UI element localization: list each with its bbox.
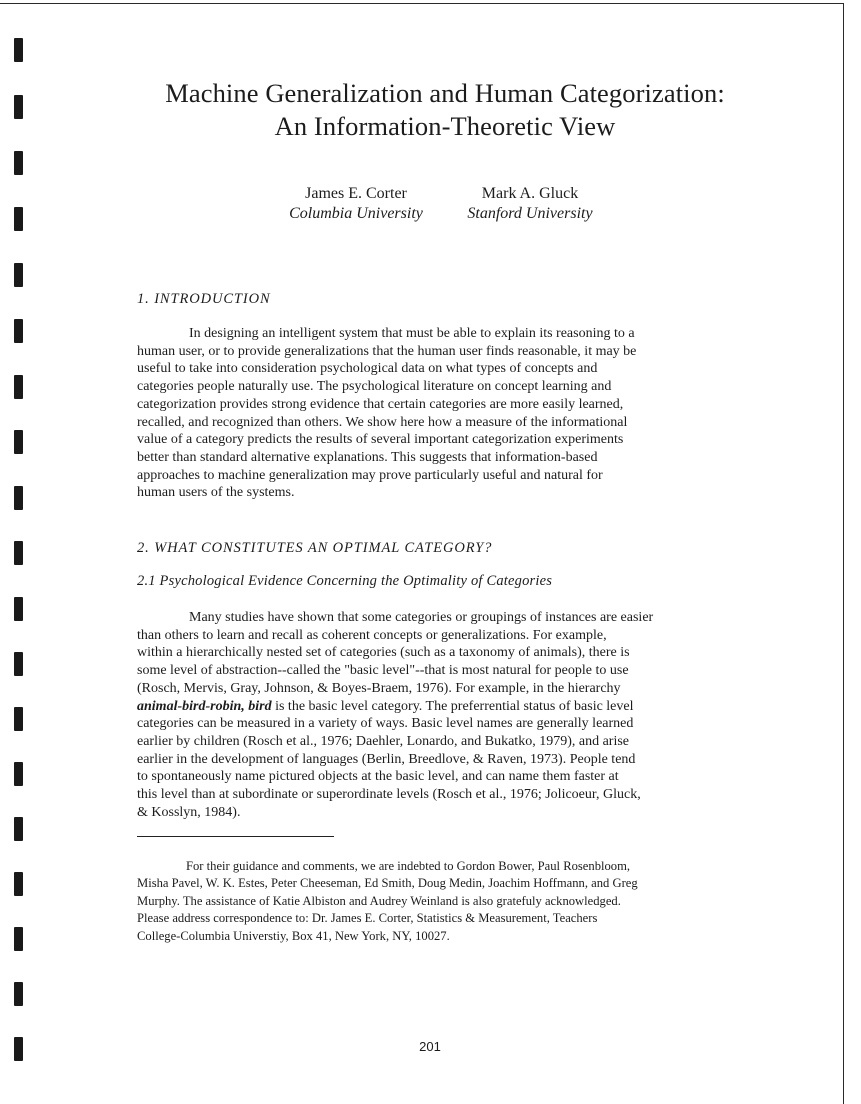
paragraph-line: categorization provides strong evidence that certain categories are more easily learned, bbox=[137, 396, 624, 412]
binding-hole bbox=[14, 597, 23, 621]
binding-holes bbox=[14, 0, 28, 1104]
paragraph-line: In designing an intelligent system that must be able to explain its reasoning to a bbox=[189, 326, 635, 341]
binding-hole bbox=[14, 319, 23, 343]
introduction-paragraph bbox=[137, 325, 747, 502]
section-heading-optimal-category: 2. WHAT CONSTITUTES AN OPTIMAL CATEGORY? bbox=[137, 540, 493, 556]
binding-hole bbox=[14, 982, 23, 1006]
subsection-heading-psychological-evidence: 2.1 Psychological Evidence Concerning the Optimality of Categories bbox=[137, 573, 553, 589]
author-block bbox=[440, 184, 620, 224]
binding-hole bbox=[14, 541, 23, 565]
paragraph-line: better than standard alternative explanations. This suggests that information-based bbox=[137, 449, 598, 465]
paragraph-line: within a hierarchically nested set of categories (such as a taxonomy of animals), there is bbox=[137, 645, 630, 661]
footnote-line: Misha Pavel, W. K. Estes, Peter Cheeseman, Ed Smith, Doug Medin, Joachim Hoffmann, and Greg bbox=[137, 876, 638, 891]
binding-hole bbox=[14, 927, 23, 951]
footnote-line: Murphy. The assistance of Katie Albiston and Audrey Weinland is also gratefuly acknowledged. bbox=[137, 893, 621, 908]
binding-hole bbox=[14, 95, 23, 119]
binding-hole bbox=[14, 375, 23, 399]
binding-hole bbox=[14, 151, 23, 175]
section-heading-introduction: 1. INTRODUCTION bbox=[137, 291, 271, 307]
binding-hole bbox=[14, 817, 23, 841]
page-border-right bbox=[843, 3, 844, 1104]
binding-hole bbox=[14, 263, 23, 287]
paragraph-line: & Kosslyn, 1984). bbox=[137, 804, 241, 820]
paragraph-line bbox=[137, 698, 747, 716]
paragraph-line: categories people naturally use. The psychological literature on concept learning and bbox=[137, 379, 612, 395]
author-name: Mark A. Gluck bbox=[481, 185, 579, 202]
footnote-line: For their guidance and comments, we are indebted to Gordon Bower, Paul Rosenbloom, bbox=[186, 859, 631, 873]
paragraph-line: recalled, and recognized than others. We show here how a measure of the informational bbox=[137, 414, 628, 430]
binding-hole bbox=[14, 872, 23, 896]
binding-hole bbox=[14, 762, 23, 786]
paragraph-line: human user, or to provide generalizations that the human user finds reasonable, it may be bbox=[137, 343, 637, 359]
binding-hole bbox=[14, 207, 23, 231]
paragraph-line: earlier in the development of languages (Berlin, Breedlove, & Raven, 1973). People tend bbox=[137, 751, 636, 767]
footnote-rule bbox=[137, 836, 334, 837]
paragraph-line: useful to take into consideration psychological data on what types of concepts and bbox=[137, 361, 598, 377]
page-border-top bbox=[0, 3, 843, 4]
emphasized-term: animal-bird-robin, bird bbox=[137, 698, 272, 714]
binding-hole bbox=[14, 486, 23, 510]
author-affiliation: Stanford University bbox=[467, 205, 593, 222]
paragraph-line: earlier by children (Rosch et al., 1976; Daehler, Lonardo, and Bukatko, 1979), and arise bbox=[137, 733, 630, 749]
paragraph-line: approaches to machine generalization may prove particularly useful and natural for bbox=[137, 467, 603, 483]
psychological-evidence-paragraph bbox=[137, 609, 747, 821]
binding-hole bbox=[14, 38, 23, 62]
title-line-2: An Information-Theoretic View bbox=[274, 111, 616, 141]
paragraph-line: than others to learn and recall as coherent concepts or generalizations. For example, bbox=[137, 627, 607, 643]
author-name: James E. Corter bbox=[305, 185, 407, 202]
author-block bbox=[266, 184, 446, 224]
binding-hole bbox=[14, 430, 23, 454]
paragraph-line: value of a category predicts the results of several important categorization experiments bbox=[137, 432, 624, 448]
binding-hole bbox=[14, 652, 23, 676]
binding-hole bbox=[14, 1037, 23, 1061]
paragraph-line: some level of abstraction--called the "basic level"--that is most natural for people to use bbox=[137, 663, 629, 679]
paragraph-line: human users of the systems. bbox=[137, 485, 295, 501]
paragraph-line: Many studies have shown that some categories or groupings of instances are easier bbox=[189, 610, 654, 625]
author-affiliation: Columbia University bbox=[289, 205, 423, 222]
paragraph-line: (Rosch, Mervis, Gray, Johnson, & Boyes-Braem, 1976). For example, in the hierarchy bbox=[137, 680, 621, 696]
paragraph-line: this level than at subordinate or superordinate levels (Rosch et al., 1976; Jolicoeur, Gluck, bbox=[137, 787, 641, 803]
line-text: is the basic level category. The preferrential status of basic level bbox=[271, 698, 634, 714]
paragraph-line: to spontaneously name pictured objects at the basic level, and can name them faster at bbox=[137, 769, 619, 785]
footnote-line: College-Columbia Universtiy, Box 41, New York, NY, 10027. bbox=[137, 928, 450, 943]
page-number: 201 bbox=[419, 1039, 441, 1054]
paragraph-line: categories can be measured in a variety of ways. Basic level names are generally learned bbox=[137, 716, 634, 732]
binding-hole bbox=[14, 707, 23, 731]
footnote-line: Please address correspondence to: Dr. James E. Corter, Statistics & Measurement, Teachers bbox=[137, 911, 598, 926]
footnote bbox=[137, 858, 747, 945]
paper-title bbox=[100, 77, 790, 143]
title-line-1: Machine Generalization and Human Categorization: bbox=[165, 78, 725, 108]
